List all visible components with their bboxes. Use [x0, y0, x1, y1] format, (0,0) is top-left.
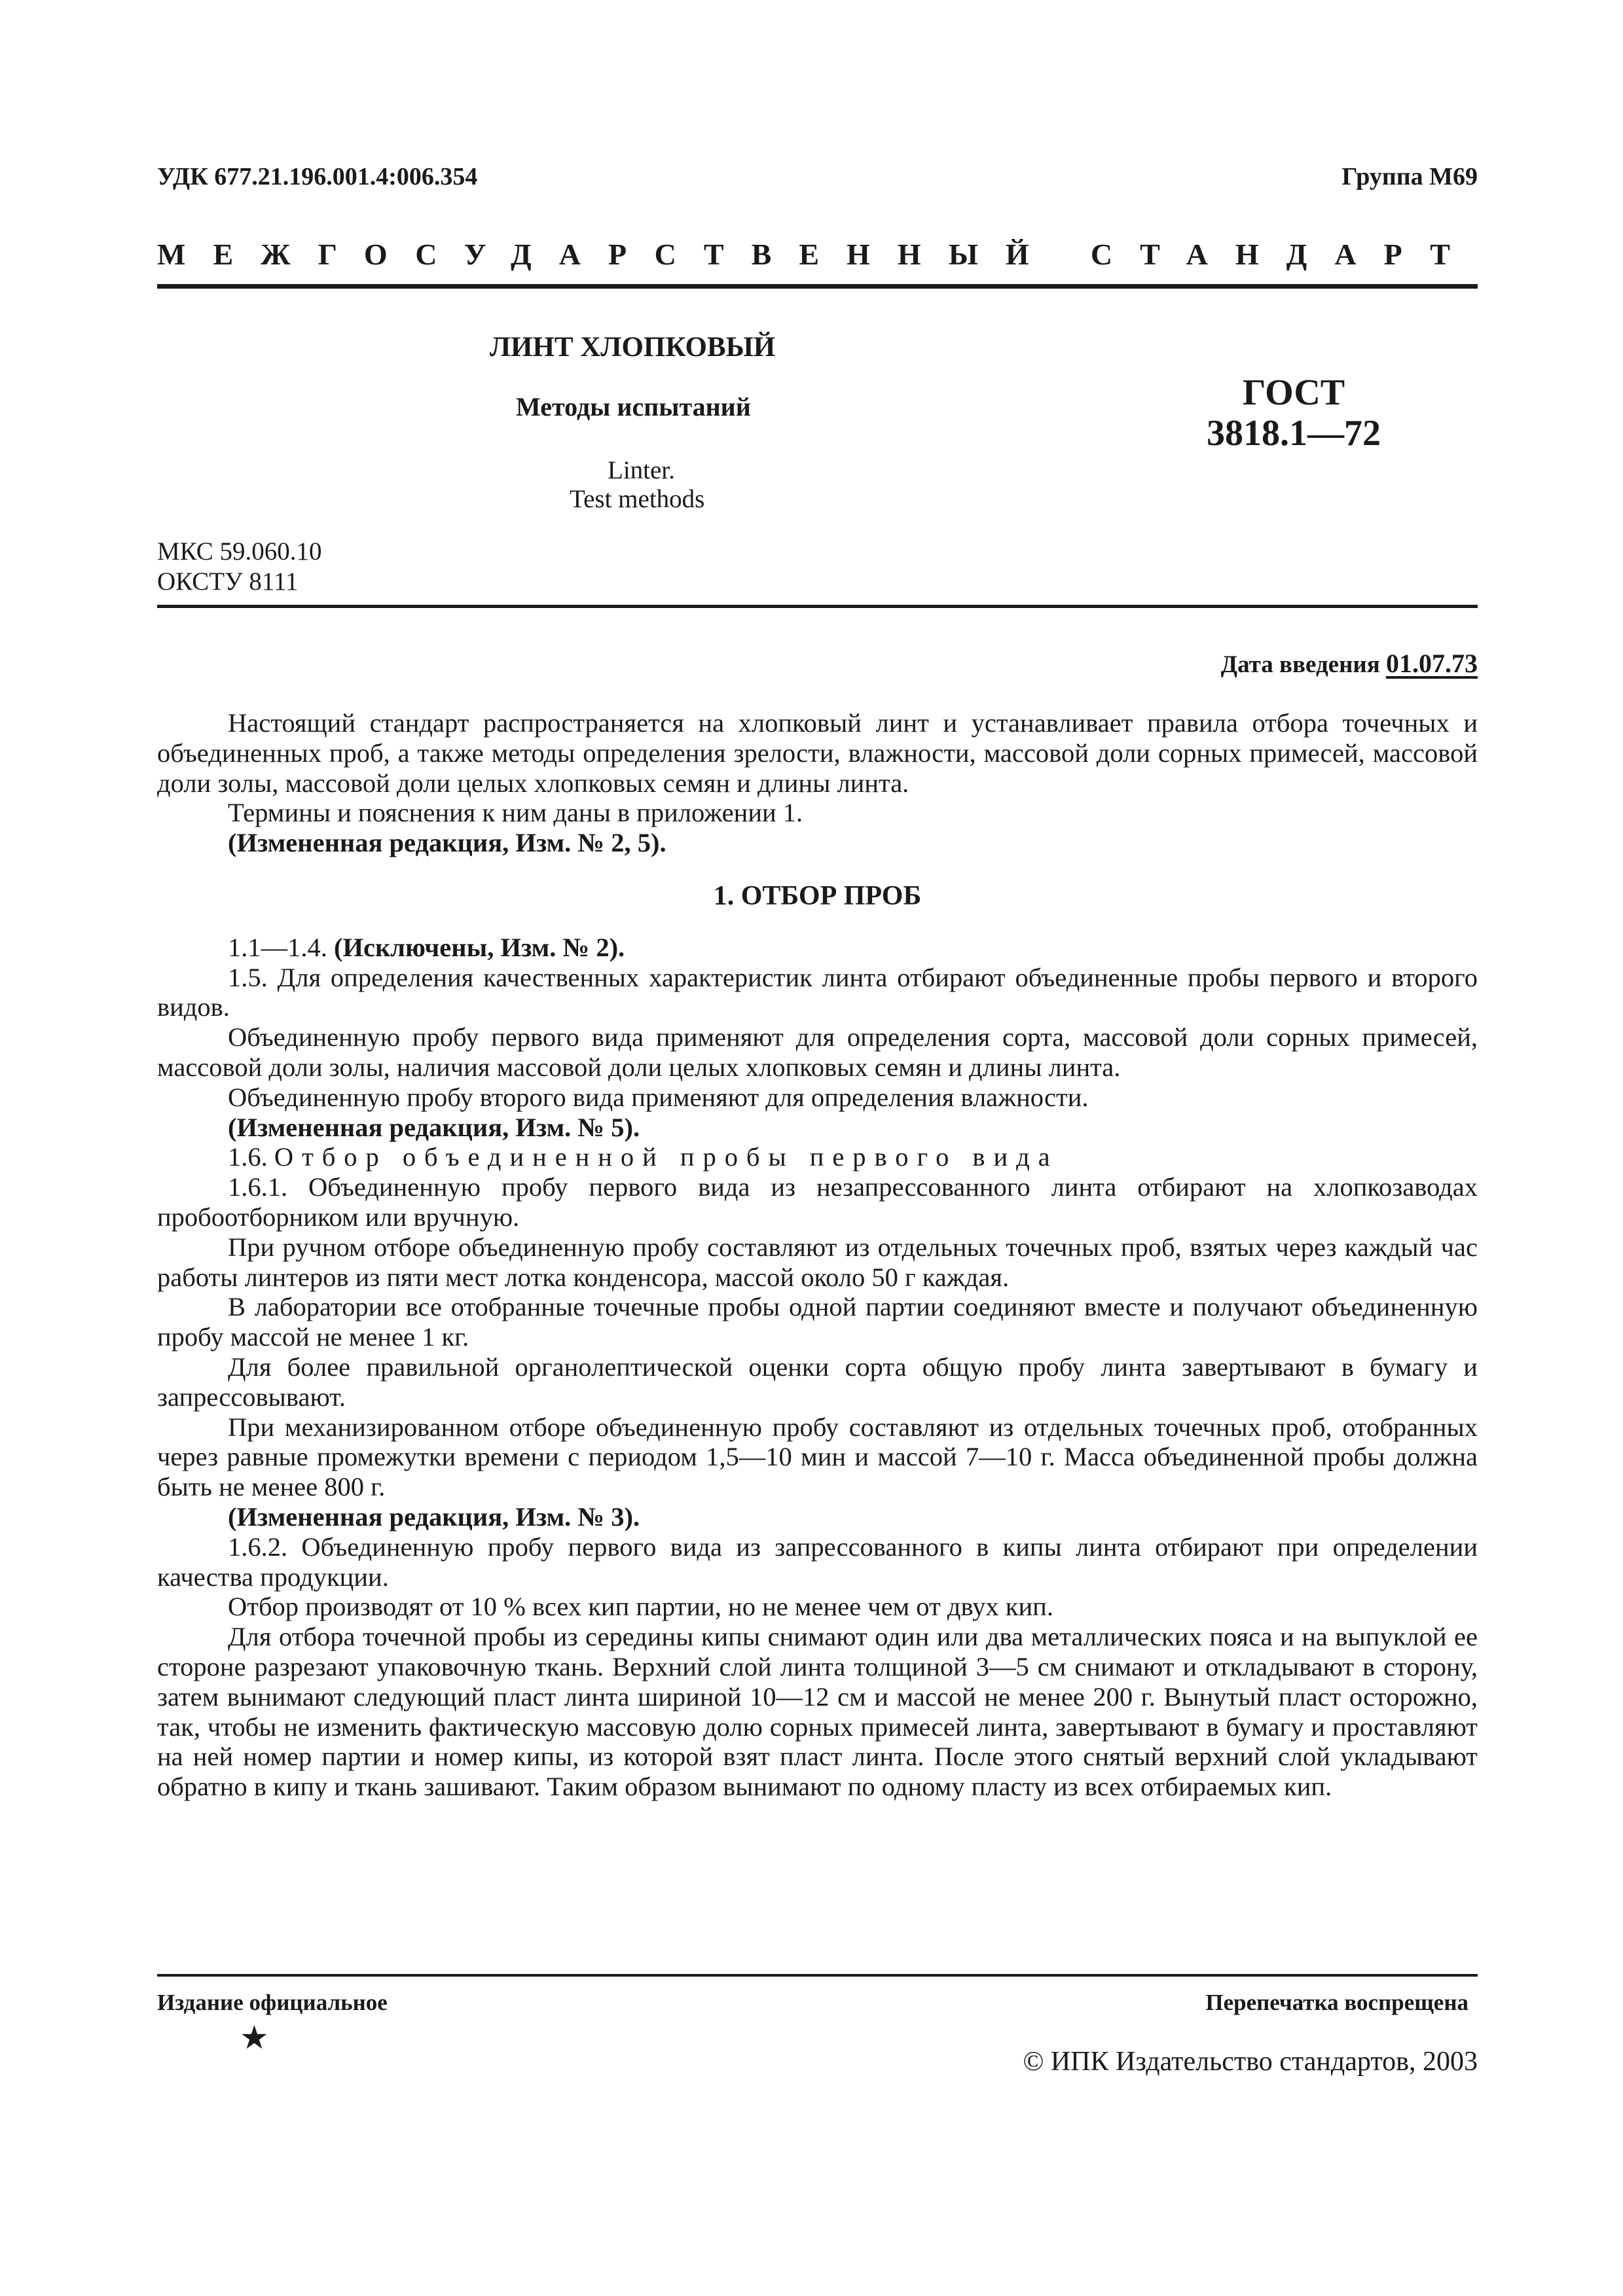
english-title-line1: Linter. — [608, 456, 675, 484]
intro-terms-paragraph: Термины и пояснения к ним даны в приложении 1. — [228, 798, 803, 828]
section-1-heading: 1. ОТБОР ПРОБ — [713, 880, 922, 911]
effective-date-label: Дата введения — [1220, 651, 1380, 678]
clause-1-1-number: 1.1—1.4. — [228, 932, 327, 962]
document-body — [157, 708, 1478, 1802]
clause-1-6-2: 1.6.2. Объединенную пробу первого вида из запрессованного в кипы линта отбирают при определении качества продукции. — [157, 1532, 1478, 1592]
standard-banner — [157, 237, 1478, 272]
clause-1-6-title: Отбор объединенной пробы первого вида — [274, 1142, 1059, 1172]
okstu-code: ОКСТУ 8111 — [157, 567, 299, 596]
clause-1-5-paragraph-c: Объединенную пробу второго вида применяют для определения влажности. — [228, 1082, 1089, 1112]
gost-label: ГОСТ — [1242, 372, 1345, 413]
document-subtitle: Методы испытаний — [516, 392, 751, 422]
document-title: ЛИНТ ХЛОПКОВЫЙ — [490, 332, 776, 363]
intro-paragraph: Настоящий стандарт распространяется на хлопковый линт и устанавливает правила отбора точечных и объединенных проб, а также методы определения зрелости, влажности, массовой доли сорных примесей, массовой доли золы, массовой доли целых хлопковых семян и длины линта. — [157, 708, 1478, 798]
group-code: Группа М69 — [1341, 163, 1478, 190]
udk-code: УДК 677.21.196.001.4:006.354 — [157, 163, 478, 190]
clause-1-1-1-4 — [157, 933, 1478, 963]
clause-1-6-1-paragraph-d: Для более правильной органолептической оценки сорта общую пробу линта завертывают в бумагу и запрессовывают. — [157, 1352, 1478, 1412]
clause-1-6 — [157, 1142, 1478, 1172]
english-title-line2: Test methods — [570, 485, 705, 513]
effective-date-value: 01.07.73 — [1386, 649, 1478, 678]
effective-date — [1221, 648, 1478, 679]
clause-1-5: 1.5. Для определения качественных характеристик линта отбирают объединенные пробы первого и второго видов. — [157, 962, 1478, 1022]
clause-1-5-paragraph-b: Объединенную пробу первого вида применяют для определения сорта, массовой доли сорных примесей, массовой доли золы, наличия массовой доли целых хлопковых семян и длины линта. — [157, 1022, 1478, 1082]
header-bottom-rule — [157, 605, 1478, 608]
clause-1-1-note: (Исключены, Изм. № 2). — [334, 932, 625, 962]
clause-1-6-1-paragraph-e: При механизированном отборе объединенную пробу составляют из отдельных точечных проб, отобранных через равные промежутки времени с периодом 1,5—10 мин и массой 7—10 г. Масса объединенной пробы должна быть не менее 800 г. — [157, 1412, 1478, 1502]
clause-1-6-2-paragraph-b: Отбор производят от 10 % всех кип партии, но не менее чем от двух кип. — [228, 1592, 1053, 1622]
reprint-notice: Перепечатка воспрещена — [1205, 1990, 1468, 2015]
copyright-notice: © ИПК Издательство стандартов, 2003 — [1023, 2047, 1478, 2077]
clause-1-6-number: 1.6. — [228, 1142, 268, 1172]
clause-1-5-revision-note: (Измененная редакция, Изм. № 5). — [228, 1112, 640, 1142]
star-icon: ★ — [240, 2019, 269, 2056]
intro-revision-note: (Измененная редакция, Изм. № 2, 5). — [228, 828, 666, 858]
clause-1-6-1: 1.6.1. Объединенную пробу первого вида из незапрессованного линта отбирают на хлопкозаводах пробоотборником или вручную. — [157, 1172, 1478, 1232]
clause-1-6-1-paragraph-b: При ручном отборе объединенную пробу составляют из отдельных точечных проб, взятых через каждый час работы линтеров из пяти мест лотка конденсора, массой около 50 г каждая. — [157, 1232, 1478, 1292]
mks-code: МКС 59.060.10 — [157, 537, 322, 565]
footer-rule — [157, 1974, 1478, 1977]
clause-1-6-1-revision-note: (Измененная редакция, Изм. № 3). — [228, 1501, 640, 1532]
banner-word: МЕЖГОСУДАРСТВЕННЫЙ — [157, 238, 1057, 271]
official-edition-label: Издание официальное — [157, 1990, 388, 2015]
banner-rule — [157, 284, 1478, 289]
clause-1-6-2-paragraph-c: Для отбора точечной пробы из середины кипы снимают один или два металлических пояса и на выпуклой ее стороне разрезают упаковочную ткань. Верхний слой линта толщиной 3—5 см снимают и откладывают в сторону, затем вынимают следующий пласт линта шириной 10—12 см и массой не менее 200 г. Вынутый пласт осторожно, так, чтобы не изменить фактическую массовую долю сорных примесей линта, завертывают в бумагу и проставляют на ней номер партии и номер кипы, из которой взят пласт линта. После этого снятый верхний слой укладывают обратно в кипу и ткань зашивают. Таким образом вынимают по одному пласту из всех отбираемых кип. — [157, 1622, 1478, 1802]
gost-number: 3818.1—72 — [1207, 413, 1381, 454]
banner-word: СТАНДАРТ — [1090, 238, 1478, 271]
clause-1-6-1-paragraph-c: В лаборатории все отобранные точечные пробы одной партии соединяют вместе и получают объединенную пробу массой не менее 1 кг. — [157, 1292, 1478, 1352]
